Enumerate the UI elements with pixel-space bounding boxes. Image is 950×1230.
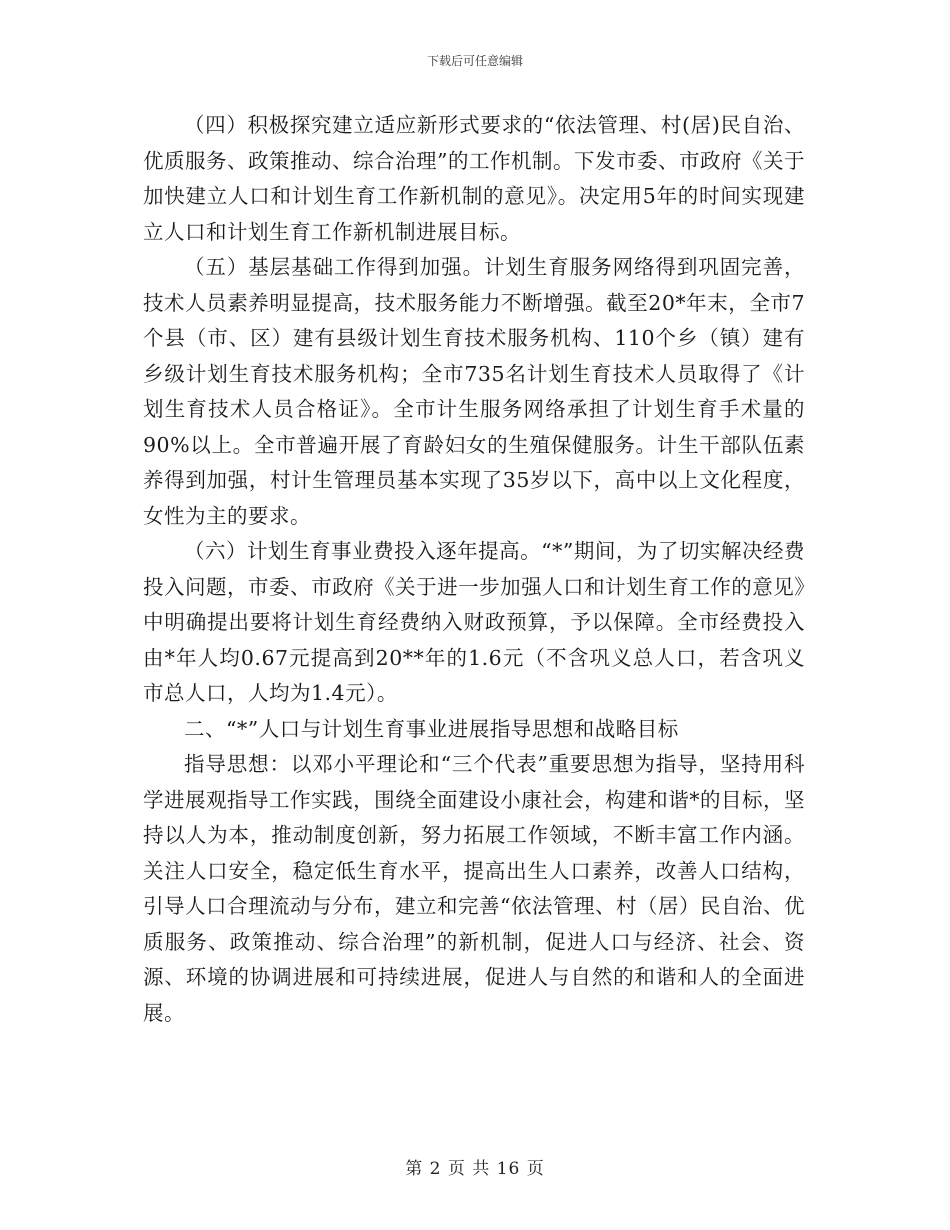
paragraph-guiding-thought: 指导思想：以邓小平理论和“三个代表”重要思想为指导，坚持用科学进展观指导工作实践，围绕全面建设小康社会，构建和谐*的目标，坚持以人为本，推动制度创新，努力拓展工作领域，不断丰富工作内涵。关注人口安全，稳定低生育水平，提高出生人口素养，改善人口结构，引导人口合理流动与分布，建立和完善“依法管理、村（居）民自治、优质服务、政策推动、综合治理”的新机制，促进人口与经济、社会、资源、环境的协调进展和可持续进展，促进人与自然的和谐和人的全面进展。	[143, 752, 805, 1025]
document-body	[143, 108, 805, 1031]
section-heading-2: 二、“*”人口与计划生育事业进展指导思想和战略目标	[184, 716, 679, 741]
paragraph-section-6: （六）计划生育事业费投入逐年提高。“*”期间，为了切实解决经费投入问题，市委、市政府《关于进一步加强人口和计划生育工作的意见》中明确提出要将计划生育经费纳入财政预算，予以保障。全市经费投入由*年人均0.67元提高到20**年的1.6元（不含巩义总人口，若含巩义市总人口，人均为1.4元）。	[143, 539, 805, 705]
paragraph-section-4: （四）积极探究建立适应新形式要求的“依法管理、村(居)民自治、优质服务、政策推动、综合治理”的工作机制。下发市委、市政府《关于加快建立人口和计划生育工作新机制的意见》。决定用5年的时间实现建立人口和计划生育工作新机制进展目标。	[143, 113, 805, 244]
page-header-note: 下载后可任意编辑	[426, 54, 523, 68]
page-number: 第 2 页 共 16 页	[405, 1159, 545, 1179]
paragraph-section-5: （五）基层基础工作得到加强。计划生育服务网络得到巩固完善，技术人员素养明显提高，技术服务能力不断增强。截至20*年末，全市7个县（市、区）建有县级计划生育技术服务机构、110个乡（镇）建有乡级计划生育技术服务机构；全市735名计划生育技术人员取得了《计划生育技术人员合格证》。全市计生服务网络承担了计划生育手术量的90%以上。全市普遍开展了育龄妇女的生殖保健服务。计生干部队伍素养得到加强，村计生管理员基本实现了35岁以下，高中以上文化程度，女性为主的要求。	[143, 255, 805, 528]
